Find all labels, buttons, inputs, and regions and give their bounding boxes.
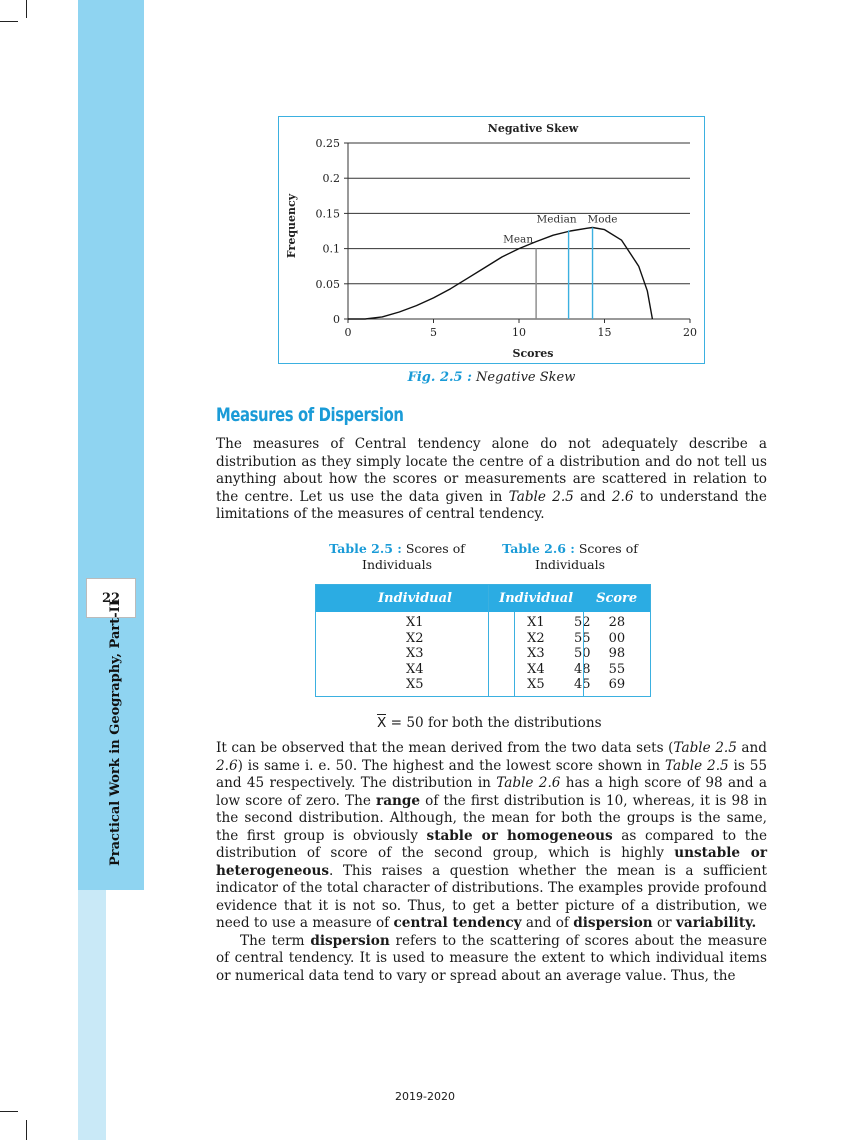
table-cell: X1 (406, 615, 424, 630)
table-cell: X5 (527, 677, 545, 692)
table-cell: 52 (514, 612, 650, 631)
x-tick-label: 5 (430, 326, 437, 339)
table-row (489, 677, 651, 696)
crop-mark (26, 1120, 27, 1140)
table-cell: 45 (514, 677, 650, 696)
text: It can be observed that the mean derived from the two data sets ( (216, 740, 674, 756)
table-2-5-caption (316, 541, 478, 573)
table-header: Individual (489, 585, 584, 613)
x-axis-label: Scores (512, 347, 554, 360)
text-bold: range (376, 792, 421, 809)
table-caption-text: Scores of Individuals (535, 541, 638, 572)
y-tick-label: 0.1 (322, 242, 340, 256)
y-axis-label: Frequency (285, 193, 298, 259)
text-italic: 2.6 (216, 757, 238, 774)
text: The term (240, 932, 311, 949)
table-cell: X2 (406, 630, 424, 646)
table-cell: 55 (514, 631, 650, 647)
table-cell: X4 (527, 661, 545, 677)
table-2-6-caption (489, 541, 651, 573)
y-tick-label: 0 (333, 313, 340, 326)
negative-skew-chart (279, 117, 704, 363)
text-italic: Table 2.5 (664, 757, 729, 774)
mean-symbol: X (377, 715, 387, 731)
text-bold: stable or homogeneous (426, 827, 613, 844)
frequency-curve (348, 228, 652, 320)
section-heading: Measures of Dispersion (216, 404, 404, 426)
figure-caption-label: Fig. 2.5 : (407, 370, 472, 385)
x-tick-label: 20 (683, 326, 697, 339)
text: ) is same i. e. 50. The highest and the lowest score shown in (237, 757, 665, 774)
y-tick-label: 0.2 (322, 172, 340, 186)
text: is 55 and 45 respectively. The distribution in (216, 757, 767, 791)
chart-frame (278, 116, 705, 364)
annotation-label: Mean (503, 233, 534, 246)
table-cell: 00 (583, 631, 650, 647)
x-tick-label: 0 (344, 326, 352, 339)
text: to understand the limitations of the measures of central tendency. (216, 488, 767, 522)
table-cell: 98 (583, 646, 650, 662)
table-2-6 (488, 584, 651, 697)
annotation-label: Median (536, 213, 577, 226)
table-cell: X3 (406, 646, 424, 661)
text: The measures of Central tendency alone do not adequately describe a distribution as they simply locate the centre of a distribution and do not tell us anything about how the scores or measurements are scattered in relation to the centre. Let us use the data given in (216, 436, 767, 505)
table-cell: 50 (514, 646, 650, 662)
text-bold: variability. (676, 915, 757, 931)
text: has a high score of 98 and a low score of zero. The (216, 775, 767, 809)
text: refers to the scattering of scores about the measure of central tendency. It is used to measure the extent to which individual items or numerical data tend to vary or spread about an average value. Thus, the (216, 932, 768, 984)
text-italic: Table 2.6 (496, 775, 561, 791)
table-caption-label: Table 2.6 : (502, 541, 575, 556)
text: or (652, 915, 676, 931)
figure-caption-text: Negative Skew (476, 370, 576, 385)
crop-mark (26, 0, 27, 18)
table-header: Score (583, 585, 650, 613)
table-cell: 55 (583, 662, 650, 678)
text-bold: unstable or heterogeneous (216, 845, 767, 879)
text: and (573, 488, 612, 505)
paragraph-intro (216, 436, 767, 524)
text-italic: Table 2.5 (508, 488, 574, 505)
x-tick-label: 15 (597, 326, 612, 339)
page-number: 22 (86, 578, 136, 618)
mean-note-text: = 50 for both the distributions (390, 715, 602, 731)
annotation-label: Mode (587, 213, 618, 226)
text-italic: 2.6 (611, 488, 634, 505)
text-bold: dispersion (310, 932, 390, 949)
text-bold: dispersion (573, 915, 653, 931)
chart-title: Negative Skew (487, 122, 579, 135)
table-caption-text: Scores of Individuals (362, 541, 465, 572)
text: and of (521, 915, 574, 931)
y-tick-label: 0.25 (315, 137, 340, 150)
table-row (489, 662, 651, 678)
y-tick-label: 0.15 (315, 207, 340, 221)
table-cell: X2 (527, 630, 545, 646)
crop-mark (0, 1111, 18, 1112)
table-cell: 28 (583, 612, 650, 631)
table-row (489, 646, 651, 662)
table-cell: X3 (527, 646, 545, 661)
table-row (489, 612, 651, 631)
paragraph-observation (216, 740, 767, 985)
text: . This raises a question whether the mean is a sufficient indicator of the total character of distributions. The examples provide profound evidence that it is not so. Thus, to get a better picture of a distribution, we need to use a measure of (216, 862, 767, 931)
book-title: Practical Work in Geography, Part-II (108, 600, 123, 866)
table-row (489, 631, 651, 647)
text: and (736, 740, 767, 756)
figure-caption (278, 370, 705, 385)
x-tick-label: 10 (512, 326, 526, 339)
table-cell: 69 (583, 677, 650, 696)
crop-mark (0, 21, 18, 22)
table-cell: X5 (406, 677, 424, 692)
text: of the first distribution is 10, whereas, it is 98 in the second distribution. Although, the mean for both the groups is the same, the first group is obviously (216, 792, 767, 844)
table-header: Individual (316, 585, 515, 613)
table-cell: 48 (514, 662, 650, 678)
mean-note (377, 715, 602, 731)
text-bold: central tendency (393, 915, 522, 931)
table-cell: X4 (406, 661, 424, 677)
text: as compared to the distribution of score of the second group, which is highly (216, 827, 767, 861)
y-tick-label: 0.05 (315, 277, 340, 291)
table-caption-label: Table 2.5 : (329, 541, 402, 556)
footer-year: 2019-2020 (395, 1090, 455, 1103)
text-italic: Table 2.5 (673, 740, 737, 756)
table-cell: X1 (527, 615, 545, 630)
